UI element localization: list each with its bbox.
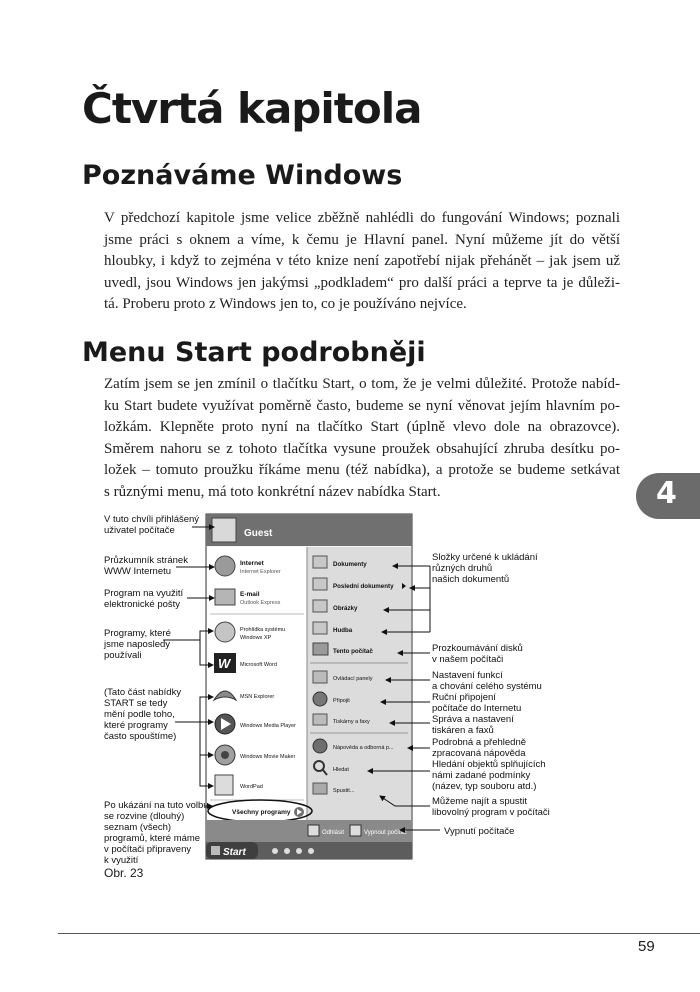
left-item-sub: Windows XP <box>240 635 272 641</box>
left-item-title[interactable]: Prohlídka systému <box>240 627 286 633</box>
right-item[interactable]: Dokumenty <box>333 561 367 568</box>
shutdown-icon <box>350 825 361 836</box>
annotation-user: V tuto chvíli přihlášený uživatel počítače <box>104 514 200 536</box>
svg-text:W: W <box>218 656 231 671</box>
connect-icon <box>313 692 327 706</box>
paragraph-line: tá. Proberu proto z Windows jen to, co je používáno nejvíce. <box>104 296 467 313</box>
control-panel-icon <box>313 671 327 683</box>
annotation-printers: Správa a nastavení tiskáren a faxů <box>432 714 514 736</box>
run-icon <box>313 783 327 794</box>
footer-rule <box>58 933 700 934</box>
logoff-button[interactable]: Odhlásit <box>322 830 345 836</box>
right-item[interactable]: Připojit <box>333 698 350 704</box>
right-item[interactable]: Tiskárny a faxy <box>333 719 370 725</box>
recent-documents-icon <box>313 578 327 590</box>
paragraph-line: ku Start budete využívat poměrně často, budeme se nyní věnovat jejím hlavním po- <box>104 397 620 414</box>
right-item[interactable]: Obrázky <box>333 605 358 612</box>
left-item-title[interactable]: E-mail <box>240 591 260 598</box>
logoff-icon <box>308 825 319 836</box>
annotation-connect: Ruční připojení počítače do Internetu <box>432 692 522 714</box>
annotation-help: Podrobná a přehledně zpracovaná nápověda <box>432 737 527 759</box>
left-item-title[interactable]: Windows Media Player <box>240 723 296 729</box>
start-button-label: Start <box>223 847 246 858</box>
paragraph-line: uvedl, jsou Windows jen jakýmsi „podkladem“ pro další práci a teprve ta je důleži- <box>104 274 620 291</box>
left-item-title[interactable]: Microsoft Word <box>240 662 277 668</box>
internet-explorer-icon <box>215 556 235 576</box>
paragraph-line: Zatím jsem se jen zmínil o tlačítku Start, o tom, že je velmi důležité. Protože nabíd- <box>104 376 620 392</box>
help-icon <box>313 739 327 753</box>
left-item-sub: Internet Explorer <box>240 569 281 575</box>
right-item[interactable]: Hledat <box>333 767 349 773</box>
pictures-icon <box>313 600 327 612</box>
annotation-search: Hledání objektů splňujících námi zadané podmínky (název, typ souboru atd.) <box>432 759 546 792</box>
annotation-internet: Průzkumník stránek WWW Internetu <box>104 555 188 577</box>
wordpad-icon <box>215 775 233 795</box>
annotation-run: Můžeme najít a spustit libovolný program v počítači <box>432 796 550 818</box>
annotation-document-folders: Složky určené k ukládání různých druhů našich dokumentů <box>432 552 538 585</box>
printers-icon <box>313 714 327 725</box>
windows-logo-icon <box>211 846 220 855</box>
tour-icon <box>215 622 235 642</box>
section-heading-windows: Poznáváme Windows <box>82 160 403 191</box>
page-number: 59 <box>638 938 655 955</box>
left-item-sub: Outlook Express <box>240 600 281 606</box>
left-item-title[interactable]: WordPad <box>240 784 263 790</box>
user-avatar[interactable] <box>212 518 236 542</box>
annotation-email: Program na využití elektronické pošty <box>104 588 184 610</box>
section-heading-start-menu: Menu Start podrobněji <box>82 337 426 368</box>
my-computer-icon <box>313 643 328 655</box>
paragraph-line: Směrem nahoru se z tohoto tlačítka vysune proužek obsahující zhruba desítku po- <box>104 440 620 457</box>
annotation-control-panel: Nastavení funkcí a chování celého systému <box>432 670 542 692</box>
right-item[interactable]: Spustit... <box>333 788 355 794</box>
left-item-title[interactable]: Windows Movie Maker <box>240 754 296 760</box>
annotation-all-programs: Po ukázání na tuto volbu se rozvine (dlouhý) seznam (všech) programů, které máme v počítači připraveny k využití <box>104 800 209 866</box>
right-item[interactable]: Poslední dokumenty <box>333 583 394 590</box>
figure-caption: Obr. 23 <box>104 866 144 880</box>
annotation-recent-programs: Programy, které jsme naposledy používali <box>104 628 171 661</box>
annotation-changing-part: (Tato část nabídky START se tedy mění podle toho, které programy často spouštíme) <box>104 687 182 742</box>
right-item[interactable]: Tento počítač <box>333 648 373 655</box>
paragraph-line: hloubky, i když to zejména v této knize není zapotřebí nijak přehánět – jak jsem už <box>104 253 620 270</box>
paragraph-line: V předchozí kapitole jsme velice zběžně nahlédli do fungování Windows; poznali <box>104 210 620 226</box>
paragraph-line: jsme práci s oknem a víme, k čemu je Hlavní panel. Nyní můžeme jít do větší <box>104 231 620 248</box>
all-programs-label[interactable]: Všechny programy <box>232 809 291 816</box>
left-item-title[interactable]: MSN Explorer <box>240 694 275 700</box>
paragraph-line: ložek – tomuto proužku říkáme menu (též nabídka), a protože se budeme setkávat <box>104 462 620 479</box>
shutdown-button[interactable]: Vypnout počítač <box>364 830 407 836</box>
user-name: Guest <box>244 528 273 539</box>
left-item-title[interactable]: Internet <box>240 560 264 567</box>
right-item[interactable]: Ovládací panely <box>333 676 373 682</box>
documents-icon <box>313 556 327 568</box>
annotation-my-computer: Prozkoumávání disků v našem počítači <box>432 643 523 665</box>
chapter-title: Čtvrtá kapitola <box>82 84 422 133</box>
right-item[interactable]: Nápověda a odborná p... <box>333 745 394 751</box>
paragraph-line: ložkám. Klepněte proto nyní na tlačítko Start (úplně vlevo dole na obrazovce). <box>104 419 620 436</box>
annotation-shutdown: Vypnutí počítače <box>444 826 515 837</box>
music-icon <box>313 622 327 634</box>
start-menu-header <box>206 514 412 546</box>
chapter-tab-number: 4 <box>656 476 677 511</box>
paragraph-line: s různými menu, má toto konkrétní název nabídka Start. <box>104 483 441 500</box>
outlook-express-icon <box>215 589 235 605</box>
right-item[interactable]: Hudba <box>333 627 353 634</box>
